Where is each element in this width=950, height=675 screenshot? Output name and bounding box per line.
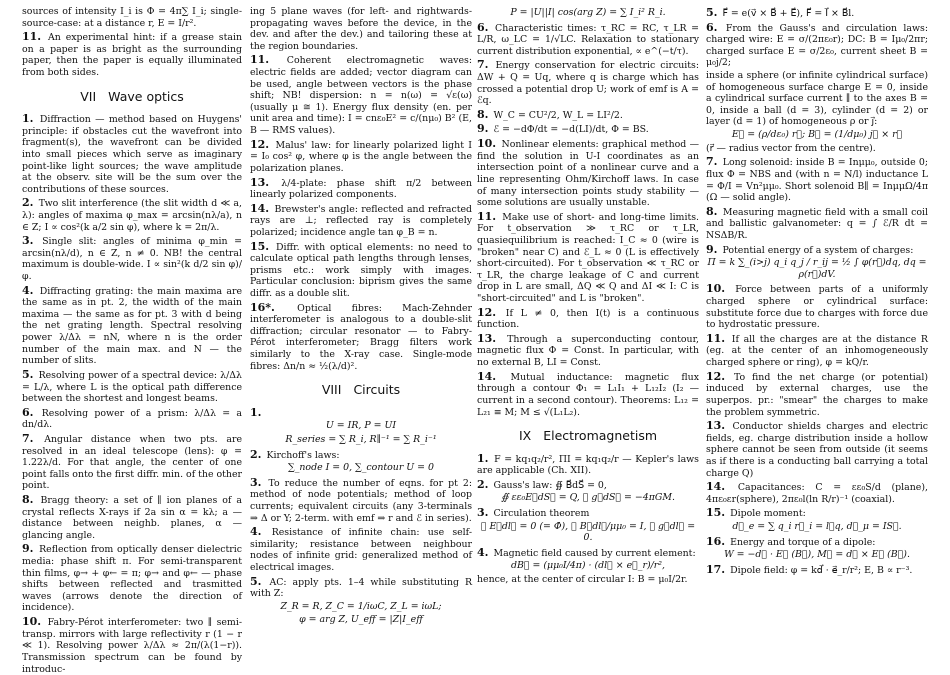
item-number: 7. <box>22 431 34 445</box>
item-text: λ/4-plate: phase shift π/2 between linearly polarized components. <box>250 177 472 201</box>
item-text: Circulation theorem <box>493 507 590 519</box>
numbered-item <box>706 480 928 505</box>
numbered-item <box>22 112 242 195</box>
item-number: 5. <box>706 6 718 19</box>
item-number: 2. <box>250 447 262 461</box>
item-number: 15. <box>250 239 270 253</box>
item-number: 9. <box>706 242 718 256</box>
item-number: 1. <box>250 405 262 419</box>
numbered-item <box>477 574 699 586</box>
numbered-item <box>477 478 699 504</box>
item-text: An experimental hint: if a grease stain on a paper is as bright as the surrounding paper, then the paper is equally illuminated from both sides. <box>22 32 242 79</box>
numbered-item <box>22 30 242 78</box>
item-text: Conductor shields charges and electric fields, eg. charge distribution inside a hollow sphere cannot be seen from outside (it seems as if there is a conducting ball carrying a total charge Q) <box>706 421 929 479</box>
display-formula: ∑_node I = 0, ∑_contour U = 0 <box>288 462 434 474</box>
item-text: W_C = CU²/2, W_L = LI²/2. <box>493 109 623 121</box>
numbered-item <box>250 476 472 524</box>
item-number: 11. <box>477 209 497 223</box>
item-text: Diffr. with optical elements: no need to calculate optical path lengths through lenses, prisms etc.: work simply with images. Particular conclusion: biprism gives the same diffr. as a double slit. <box>250 241 472 300</box>
numbered-item <box>706 21 928 69</box>
item-number: 13. <box>250 175 270 189</box>
item-text: Energy conservation for electric circuits: ΔW + Q = Uq, where q is charge which has crossed a potential drop U; work of emf is A = ℰq. <box>477 60 699 107</box>
numbered-item <box>706 535 928 561</box>
numbered-item <box>706 243 928 281</box>
item-text: Measuring magnetic field with a small coil and ballistic galvanometer: q = ∫ ℰ/R dt = NSΔB/R. <box>706 206 928 241</box>
numbered-item <box>250 53 472 136</box>
numbered-item <box>250 202 472 239</box>
item-text: Gauss's law: ∯ B⃗dS⃗ = 0, <box>493 479 607 491</box>
numbered-item <box>706 70 928 141</box>
item-number: 2. <box>477 477 489 491</box>
item-text: Through a superconducting contour, magnetic flux Φ = Const. In particular, with no external B, LI = Const. <box>477 333 699 369</box>
item-number: 7. <box>477 58 489 72</box>
item-number: 12. <box>477 305 497 319</box>
item-text: Bragg theory: a set of ∥ ion planes of a crystal reflects X-rays if 2a sin α = kλ; a — distance between neighb. planes, α — glancing angle. <box>22 494 243 541</box>
display-formula: Z_R = R, Z_C = 1/iωC, Z_L = iωL; <box>280 600 442 612</box>
section-number: IX <box>518 428 532 444</box>
item-number: 11. <box>22 30 42 44</box>
item-text: Magnetic field caused by current element: <box>493 547 696 559</box>
item-number: 2. <box>22 196 34 210</box>
item-text: Energy and torque of a dipole: <box>730 536 876 548</box>
section-title: Circuits <box>353 382 401 398</box>
item-number: 12. <box>706 369 726 383</box>
item-text: Make use of short- and long-time limits. For t_observation ≫ τ_RC or τ_LR, quasiequilibrium is reached: I_C ≈ 0 (wire is "broken" near C) and ℰ_L ≈ 0 (L is effectively short-circuited). For t_observation ≪ τ_RC or τ_LR, the charge leakage of C and current drop in L are small, ΔQ ≪ Q and ΔI ≪ I: C is "short-circuited" and L is "broken". <box>477 211 700 305</box>
item-number: 13. <box>477 331 497 345</box>
numbered-item <box>250 6 472 52</box>
item-number: 9. <box>477 122 489 136</box>
numbered-item <box>22 6 242 29</box>
column-1 <box>22 6 243 675</box>
item-number: 3. <box>22 234 34 248</box>
item-number: 5. <box>22 367 34 381</box>
item-number: 14. <box>706 480 726 494</box>
display-formula: d⃗_e = ∑ q_i r⃗_i = l⃗q, d⃗_μ = IS⃗. <box>732 520 902 532</box>
item-number: 11. <box>250 53 270 67</box>
item-number: 1. <box>477 451 489 465</box>
item-number: 4. <box>250 525 262 539</box>
item-number: 5. <box>250 574 262 588</box>
item-number: 10. <box>477 137 497 151</box>
item-text: If all the charges are at the distance R (eg. at the center of an inhomogeneously charged sphere or ring), φ = kQ/r. <box>706 333 928 369</box>
column-4 <box>706 6 928 666</box>
section-title: Wave optics <box>108 88 184 104</box>
item-number: 7. <box>706 155 718 169</box>
item-text: Resolving power of a prism: λ/Δλ = a dn/dλ. <box>22 407 242 431</box>
numbered-item <box>477 452 699 477</box>
item-number: 10. <box>22 615 42 629</box>
numbered-item <box>22 542 242 614</box>
numbered-item <box>477 306 699 331</box>
numbered-item <box>22 234 242 282</box>
numbered-item <box>250 575 472 626</box>
item-text: Capacitances: C = εε₀S/d (plane), 4πε₀εr(sphere), 2πε₀l(ln R/r)⁻¹ (coaxial). <box>706 482 928 505</box>
numbered-item <box>477 332 699 369</box>
item-text: hence, at the center of circular I: B = μ₀I/2r. <box>477 574 688 586</box>
numbered-item <box>477 370 699 418</box>
column-2 <box>250 6 472 666</box>
numbered-item <box>477 210 699 305</box>
numbered-item <box>477 546 699 572</box>
numbered-item <box>477 506 699 544</box>
column-3 <box>477 6 699 666</box>
numbered-item <box>706 155 928 203</box>
numbered-item <box>22 368 242 405</box>
item-text: Reflection from optically denser dielectric media: phase shift π. For semi-transparent thin films, φ→ + φ← = π; φ→ and φ← — phase shifts between reflected and trasmitted waves (arrows denote the direction of incidence). <box>22 544 242 614</box>
item-text: Optical fibres: Mach-Zehnder interferometer is analogous to a double-slit diffraction; circular resonator — to Fabry-Pérot interferometer; Bragg filters work similarly to the X-ray case. Single-mode fibres: Δn/n ≈ ½(λ/d)². <box>250 302 472 372</box>
numbered-item <box>706 563 928 577</box>
item-number: 14. <box>250 201 270 215</box>
numbered-item <box>706 419 928 479</box>
numbered-item <box>477 137 699 209</box>
numbered-item <box>706 143 928 155</box>
numbered-item <box>250 176 472 201</box>
display-formula: dB⃗ = (μμ₀I/4π) · (dl⃗ × e⃗_r)/r², <box>511 560 665 572</box>
item-text: Resistance of infinite chain: use self-similarity; resistance between neighbour nodes of infinite grid: generalized method of electrical images. <box>250 527 472 574</box>
numbered-item <box>22 284 242 367</box>
numbered-item <box>477 7 699 19</box>
item-number: 13. <box>706 419 726 433</box>
item-number: 4. <box>477 545 489 559</box>
numbered-item <box>250 138 472 175</box>
item-number: 3. <box>477 505 489 519</box>
section-number: VIII <box>321 382 342 398</box>
numbered-item <box>477 21 699 58</box>
item-text: ℰ = −dΦ/dt = −d(LI)/dt, Φ = BS. <box>493 124 649 136</box>
numbered-item <box>706 506 928 532</box>
item-text: Kirchoff's laws: <box>266 449 340 461</box>
numbered-item <box>22 615 242 675</box>
item-text: Diffracting grating: the main maxima are the same as in pt. 2, the width of the main maxima — the same as for pt. 3 with d being the net grating length. Spectral resolving power λ/Δλ = nN, where n is the order number of the main max. and N — the number of slits. <box>22 285 243 367</box>
section-heading <box>22 89 242 104</box>
numbered-item <box>706 6 928 20</box>
numbered-item <box>250 240 472 300</box>
item-text: Characteristic times: τ_RC = RC, τ_LR = L/R, ω_LC = 1/√LC. Relaxation to stationary current distribution exponential, ∝ e^(−t/τ). <box>477 22 700 57</box>
item-text: From the Gauss's and circulation laws: charged wire: E = σ/(2πε₀r); DC: B = Iμ₀/2πr; charged surface E = σ/2ε₀, current sheet B = μ₀j/2; <box>706 22 928 69</box>
item-number: 9. <box>22 542 34 556</box>
item-number: 6. <box>477 20 489 34</box>
item-text: Diffraction — method based on Huygens' principle: if obstacles cut the wavefront into fragment(s), the wavefront can be divided into small pieces which serve as imaginary point-like light sources; the wave amplitude at the observ. site will be the sum over the contributions of these sources. <box>22 114 243 195</box>
item-text: Long solenoid: inside B = Inμμ₀, outside 0; flux Φ = NBS and (with n = N/l) inductance L = Φ/I = Vn²μμ₀. Short solenoid B∥ = InμμΩ/4π (Ω — solid angle). <box>706 157 928 204</box>
item-number: 16. <box>706 534 726 548</box>
item-text: Force between parts of a uniformly charged sphere or cylindrical surface: substitute force due to charges with force due to hydrostatic pressure. <box>706 284 928 331</box>
item-number: 14. <box>477 369 497 383</box>
numbered-item <box>706 370 928 418</box>
numbered-item <box>22 432 242 492</box>
numbered-item <box>22 493 242 541</box>
display-formula: E⃗ = (ρ/dε₀) r⃗; B⃗ = (1/dμ₀) j⃗ × r⃗ <box>731 129 903 141</box>
numbered-item <box>477 122 699 136</box>
numbered-item <box>477 58 699 106</box>
item-text: Dipole moment: <box>730 508 806 520</box>
display-formula: W = −d⃗ · E⃗ (B⃗), M⃗ = d⃗ × E⃗ (B⃗). <box>724 549 910 561</box>
item-text: sources of intensity I_i is Φ = 4π∑ I_i; single-source-case: at a distance r, E = I/r². <box>22 6 242 29</box>
item-text: Nonlinear elements: graphical method — find the solution in U-I coordinates as an intersection point of a nonlinear curve and a line representing Ohm/Kirchoff laws. In case of many intersection points study stability — some solutions are usually unstable. <box>477 139 699 209</box>
item-text: Two slit interference (the slit width d ≪ a, λ): angles of maxima φ_max = arcsin(nλ/a), n ∈ Z; I ∝ cos²(k a/2 sin φ), where k = 2π/λ. <box>22 198 242 233</box>
item-text: Mutual inductance: magnetic flux through a contour Φ₁ = L₁I₁ + L₁₂I₂ (I₂ — current in a second contour). Theorems: L₁₂ = L₂₁ ≡ M; M ≤ √(L₁L₂). <box>477 371 699 418</box>
item-text: Potential energy of a system of charges: <box>722 244 914 256</box>
item-number: 17. <box>706 562 726 576</box>
item-text: inside a sphere (or infinite cylindrical surface) of homogeneous surface charge E = 0, inside a cylindrical surface current ∥ to the axes B = 0, inside a ball (d = 3), cylinder (d = 2) or layer (d = 1) of homogeneous ρ or j⃗: <box>706 70 928 128</box>
item-number: 3. <box>250 475 262 489</box>
item-number: 1. <box>22 112 34 126</box>
display-formula: ∯ εε₀E⃗dS⃗ = Q, ∯ g⃗dS⃗ = −4πGM. <box>501 492 675 504</box>
display-formula: R_series = ∑ R_i, R∥⁻¹ = ∑ R_i⁻¹ <box>285 433 437 445</box>
item-number: 16*. <box>250 300 275 314</box>
item-text: Resolving power of a spectral device: λ/Δλ = L/λ, where L is the optical path difference between the shortest and longest beams. <box>22 369 242 405</box>
numbered-item <box>706 282 928 330</box>
item-text: Fabry-Pérot interferometer: two ∥ semi-transp. mirrors with large reflectivity r (1 − r ≪ 1). Resolving power λ/Δλ ≈ 2π/(λ(1−r)). Transmission spectrum can be found by introduc- <box>22 617 242 675</box>
section-title: Electromagnetism <box>543 428 658 444</box>
item-number: 6. <box>706 20 718 34</box>
display-formula: ∮ E⃗dl⃗ = 0 (= Φ̇), ∮ B⃗dl⃗/μμ₀ = I, ∮ g⃗dl⃗ = 0. <box>480 520 696 544</box>
section-heading <box>477 428 699 443</box>
numbered-item <box>706 332 928 369</box>
item-number: 15. <box>706 506 726 520</box>
item-text: F = kq₁q₂/r², ΠI = kq₁q₂/r — Kepler's laws are applicable (Ch. XII). <box>477 453 699 477</box>
item-text: Malus' law: for linearly polarized light I = I₀ cos² φ, where φ is the angle between the polarization planes. <box>250 139 472 174</box>
item-number: 8. <box>706 204 718 218</box>
numbered-item <box>250 448 472 474</box>
item-text: Dipole field: φ = kd⃗ · e⃗_r/r²; E, B ∝ r⁻³. <box>730 564 913 576</box>
item-number: 12. <box>250 137 270 151</box>
item-number: 8. <box>477 107 489 121</box>
numbered-item <box>250 406 472 446</box>
section-number: VII <box>80 88 97 104</box>
item-text: F⃗ = e(v⃗ × B⃗ + E⃗), F⃗ = I⃗ × B⃗l. <box>722 8 855 19</box>
item-number: 4. <box>22 283 34 297</box>
item-text: If L ≠ 0, then I(t) is a continuous function. <box>477 307 699 331</box>
display-formula: P = |U||I| cos(arg Z) = ∑ I_i² R_i. <box>510 7 666 18</box>
section-heading <box>250 382 472 397</box>
item-number: 6. <box>22 405 34 419</box>
numbered-item <box>250 525 472 573</box>
item-number: 11. <box>706 331 726 345</box>
item-text: To reduce the number of eqns. for pt 2: method of node potentials; method of loop currents; equivalent circuits (any 3-terminals ⇒ Δ or Y; 2-term. with emf ⇒ r and ℰ in series). <box>250 477 472 524</box>
item-text: Brewster's angle: reflected and refracted rays are ⊥; reflected ray is completely polarized; incidence angle tan φ_B = n. <box>250 203 473 238</box>
item-text: Single slit: angles of minima φ_min = arcsin(nλ/d), n ∈ Z, n ≠ 0. NB! the central maximum is double-wide. I ∝ sin²(k d/2 sin φ)/φ. <box>22 236 242 283</box>
item-text: ing 5 plane waves (for left- and rightwards-propagating waves before the device, in the dev. and after the dev.) and tailoring these at the region boundaries. <box>250 6 472 52</box>
display-formula: φ = arg Z, U_eff = |Z|I_eff <box>299 614 423 626</box>
item-text: AC: apply pts. 1–4 while substituting R with Z: <box>250 576 472 600</box>
display-formula: U = IR, P = UI <box>325 420 397 432</box>
display-formula: Π = k ∑_(i>j) q_i q_j / r_ij = ½ ∫ φ(r⃗)dq, dq = ρ(r⃗)dV. <box>707 257 927 280</box>
numbered-item <box>250 301 472 373</box>
item-number: 8. <box>22 492 34 506</box>
item-text: Coherent electromagnetic waves: electric fields are added; vector diagram can be used, angle between vectors is the phase shift; NB! dispersion: n = n(ω) = √ε(ω) (usually μ ≅ 1). Energy flux density (en. per unit area and time): I = cnε₀E² = c/(nμ₀) B² (E, B — RMS values). <box>250 55 472 137</box>
item-text: Angular distance when two pts. are resolved in an ideal telescope (lens): φ = 1.22λ/d. For that angle, the center of one point falls onto the first diffr. min. of the other point. <box>22 433 243 492</box>
numbered-item <box>706 205 928 242</box>
item-text: To find the net charge (or potential) induced by external charges, use the superpos. pr.: "smear" the charges to make the problem symmetric. <box>706 371 928 418</box>
item-number: 10. <box>706 282 726 296</box>
numbered-item <box>22 196 242 233</box>
numbered-item <box>477 108 699 122</box>
item-text: (r⃗ — radius vector from the centre). <box>706 142 876 154</box>
numbered-item <box>22 406 242 431</box>
